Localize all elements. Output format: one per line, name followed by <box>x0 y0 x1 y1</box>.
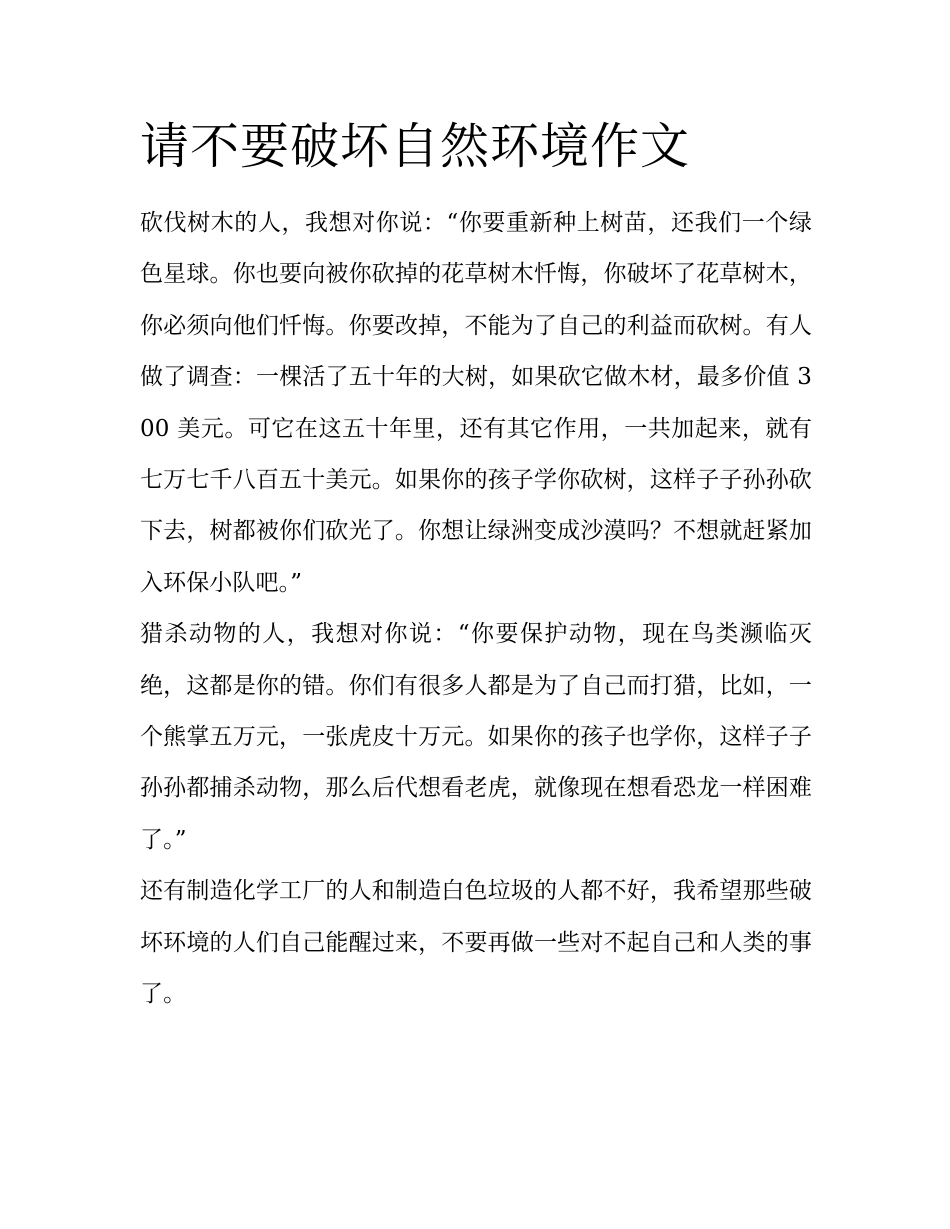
paragraph-pollution: 还有制造化学工厂的人和制造白色垃圾的人都不好，我希望那些破坏环境的人们自己能醒过来，不要再做一些对不起自己和人类的事了。 <box>140 878 812 1008</box>
paragraph-tree-cutting: 砍伐树木的人，我想对你说：“你要重新种上树苗，还我们一个绿色星球。你也要向被你砍掉的花草树木忏悔，你破坏了花草树木，你必须向他们忏悔。你要改掉，不能为了自己的利益而砍树。有人做了调查：一棵活了五十年的大树，如果砍它做木材，最多价值 300 美元。可它在这五十年里，还有其它作用，一共加起来，就有七万七千八百五十美元。如果你的孩子学你砍树，这样子子孙孙砍下去，树都被你们砍光了。你想让绿洲变成沙漠吗？不想就赶紧加入环保小队吧。” <box>140 210 812 596</box>
document-body <box>140 198 812 1021</box>
document-page <box>140 112 812 1021</box>
paragraph-animal-hunting: 猎杀动物的人，我想对你说：“你要保护动物，现在鸟类濒临灭绝，这都是你的错。你们有很多人都是为了自己而打猎，比如，一个熊掌五万元，一张虎皮十万元。如果你的孩子也学你，这样子子孙孙都捕杀动物，那么后代想看老虎，就像现在想看恐龙一样困难了。” <box>140 621 812 853</box>
document-title: 请不要破坏自然环境作文 <box>140 118 691 175</box>
